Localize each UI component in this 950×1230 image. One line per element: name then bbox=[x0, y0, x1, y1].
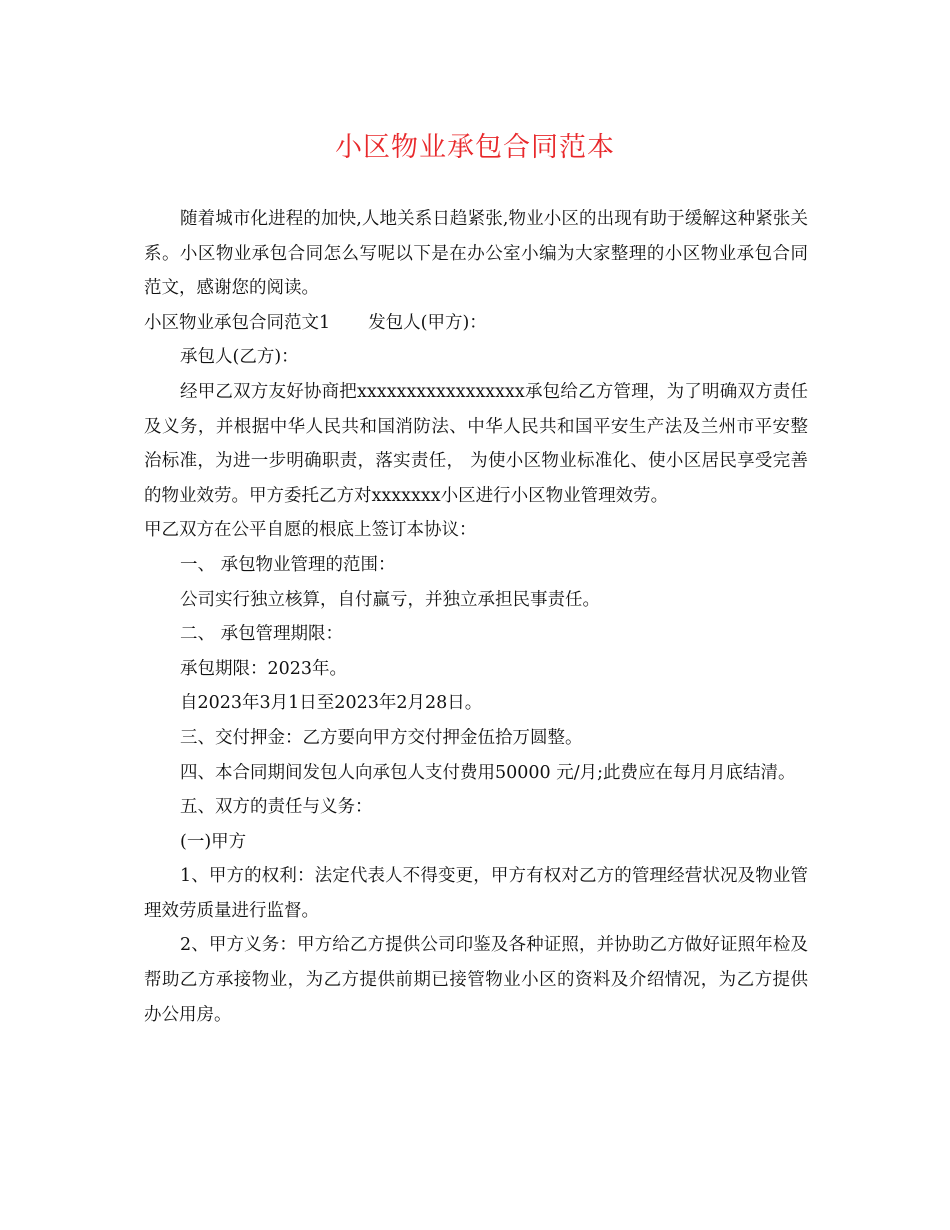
intro-paragraph: 随着城市化进程的加快,人地关系日趋紧张,物业小区的出现有助于缓解这种紧张关系。小区物业承包合同怎么写呢以下是在办公室小编为大家整理的小区物业承包合同范文，感谢您的阅读。 bbox=[144, 209, 808, 299]
party-a-rights: 1、甲方的权利：法定代表人不得变更，甲方有权对乙方的管理经营状况及物业管理效劳质量进行监督。 bbox=[144, 866, 808, 921]
party-a-label: 发包人(甲方)： bbox=[368, 312, 487, 333]
document-body bbox=[144, 202, 808, 1032]
contract-sample-heading: 小区物业承包合同范文1 bbox=[144, 312, 331, 333]
section-2-heading: 二、 承包管理期限： bbox=[180, 624, 344, 645]
party-a-obligations: 2、甲方义务：甲方给乙方提供公司印鉴及各种证照，并协助乙方做好证照年检及帮助乙方承接物业，为乙方提供前期已接管物业小区的资料及介绍情况，为乙方提供办公用房。 bbox=[144, 935, 808, 1025]
section-4-payment: 四、本合同期间发包人向承包人支付费用50000 元/月;此费应在每月月底结清。 bbox=[180, 762, 796, 783]
party-b-label: 承包人(乙方)： bbox=[180, 347, 299, 368]
section-1-text: 公司实行独立核算，自付赢亏，并独立承担民事责任。 bbox=[180, 589, 600, 610]
document-title: 小区物业承包合同范本 bbox=[335, 132, 615, 163]
section-2-term: 承包期限：2023年。 bbox=[180, 658, 348, 679]
section-1-heading: 一、 承包物业管理的范围： bbox=[180, 554, 396, 575]
section-3-deposit: 三、交付押金：乙方要向甲方交付押金伍拾万圆整。 bbox=[180, 727, 583, 748]
preamble-paragraph: 经甲乙双方友好协商把xxxxxxxxxxxxxxxxx承包给乙方管理，为了明确双方责任及义务，并根据中华人民共和国消防法、中华人民共和国平安生产法及兰州市平安整治标准，为进一步明确职责，落实责任， 为使小区物业标准化、使小区居民享受完善的物业效劳。甲方委托乙方对xxxxxxx小区进行小区物业管理效劳。 bbox=[144, 381, 808, 506]
agreement-statement: 甲乙双方在公平自愿的根底上签订本协议： bbox=[144, 520, 477, 541]
party-a-subheading: (一)甲方 bbox=[180, 831, 247, 852]
heading-line bbox=[144, 306, 808, 341]
section-5-heading: 五、双方的责任与义务： bbox=[180, 797, 373, 818]
section-2-dates: 自2023年3月1日至2023年2月28日。 bbox=[180, 693, 483, 714]
